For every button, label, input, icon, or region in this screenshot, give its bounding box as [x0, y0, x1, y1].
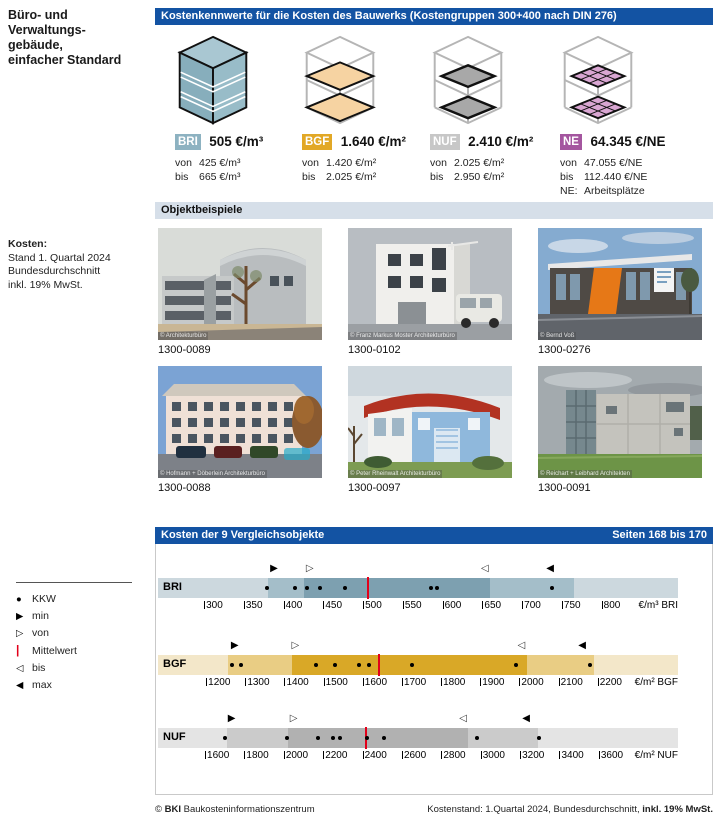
axis-tick: 2400 — [364, 750, 387, 761]
photo-id: 1300-0089 — [158, 344, 211, 356]
min-marker-icon: ▶ — [270, 563, 278, 574]
axis-tick: 400 — [285, 600, 303, 611]
bri-badge: BRI — [175, 134, 201, 150]
scale-label: BRI — [163, 581, 182, 593]
scale-bar — [158, 578, 678, 598]
page-footer — [155, 804, 713, 815]
kkw-dot — [285, 736, 289, 740]
kkw-dot — [410, 663, 414, 667]
unit-grid-cube-icon — [560, 33, 688, 127]
kosten-note-line: inkl. 19% MwSt. — [8, 278, 83, 291]
kennwerte-header-text: Kostenkennwerte für die Kosten des Bauwerks (Kostengruppen 300+400 nach DIN 276) — [161, 10, 617, 22]
scale-markers — [158, 711, 678, 727]
bis-marker-icon: ◁ — [481, 563, 489, 574]
axis-unit-label: €/m² BGF — [634, 677, 678, 688]
axis-tick: 2600 — [403, 750, 427, 761]
axis-tick: 2800 — [443, 750, 466, 761]
axis-tick: 2200 — [325, 750, 348, 761]
red-bar-icon: | — [16, 643, 20, 657]
nuf-range: von 2.025 €/m² bis 2.950 €/m² — [430, 157, 505, 183]
photo-id: 1300-0102 — [348, 344, 401, 356]
kkw-dot — [365, 736, 369, 740]
footer-copyright: © BKI Baukosteninformationszentrum — [155, 804, 315, 815]
max-marker-icon: ◀ — [578, 640, 586, 651]
photo-credit: © Hofmann + Döberlein Architekturbüro — [160, 471, 265, 477]
kennwert-bgf — [302, 33, 430, 184]
dot-icon: ● — [16, 594, 22, 605]
bgf-range: von 1.420 €/m² bis 2.025 €/m² — [302, 157, 377, 183]
bis-marker-icon: ◁ — [517, 640, 526, 651]
max-marker-icon: ◀ — [522, 713, 530, 724]
axis-tick: 650 — [484, 600, 502, 611]
ne-range: von 47.055 €/NE bis 112.440 €/NE NE: Arbeitsplätze — [560, 157, 648, 197]
kkw-dot — [338, 736, 342, 740]
legend-item-von: ▷ von — [16, 625, 136, 642]
photo-card — [348, 366, 512, 494]
axis-tick: 1600 — [364, 677, 388, 688]
bis-marker-icon: ◁ — [459, 713, 467, 724]
kennwert-nuf — [430, 33, 558, 184]
axis-tick: 2000 — [285, 750, 309, 761]
legend-item-bis: ◁ bis — [16, 660, 136, 677]
objektbeispiele-header — [155, 202, 713, 219]
scale-ticks — [158, 600, 678, 615]
max-marker-icon: ◀ — [546, 563, 554, 574]
photo-card — [538, 228, 702, 356]
axis-tick: 1300 — [247, 677, 270, 688]
kosten-note-line: Stand 1. Quartal 2024 — [8, 251, 111, 264]
axis-tick: 750 — [563, 600, 581, 611]
ne-badge: NE — [560, 134, 582, 150]
chart-scale-nuf — [158, 711, 678, 765]
building-photo — [158, 228, 322, 340]
title-line: einfacher Standard — [8, 53, 122, 67]
legend-item-max: ◀ max — [16, 677, 136, 694]
legend-divider — [16, 582, 132, 583]
photo-credit: © Franz Markus Moster Architekturbüro — [350, 333, 455, 339]
axis-tick: 2100 — [560, 677, 583, 688]
scale-bar — [158, 728, 678, 748]
bgf-badge: BGF — [302, 134, 332, 150]
kennwert-ne — [560, 33, 688, 198]
axis-tick: 800 — [603, 600, 621, 611]
chart-header-bar — [155, 527, 713, 544]
min-marker-icon: ▶ — [227, 713, 236, 724]
axis-tick: 300 — [206, 600, 223, 611]
title-line: Verwaltungs- — [8, 23, 86, 37]
photo-id: 1300-0276 — [538, 344, 591, 356]
axis-tick: 3600 — [600, 750, 624, 761]
axis-tick: 1400 — [286, 677, 309, 688]
kosten-note-heading: Kosten: — [8, 238, 48, 250]
axis-tick: 1500 — [325, 677, 348, 688]
axis-unit-label: €/m³ BRI — [638, 600, 678, 611]
chart-scale-bgf — [158, 638, 678, 692]
von-marker-icon: ▷ — [305, 563, 314, 574]
kkw-dot — [265, 586, 269, 590]
axis-tick: 600 — [444, 600, 462, 611]
axis-tick: 1200 — [208, 677, 231, 688]
page-title — [8, 8, 153, 68]
triangle-left-filled-icon: ◀ — [16, 680, 24, 691]
legend-item-mittelwert: | Mittelwert — [16, 643, 77, 657]
chart-legend — [16, 582, 136, 694]
footer-kostenstand: Kostenstand: 1.Quartal 2024, Bundesdurchschnitt, inkl. 19% MwSt. — [427, 804, 713, 815]
axis-unit-label: €/m² NUF — [634, 750, 678, 761]
title-line: Büro- und — [8, 8, 68, 22]
photo-id: 1300-0088 — [158, 482, 211, 494]
kennwert-bri — [175, 33, 303, 184]
axis-tick: 1800 — [443, 677, 466, 688]
mittelwert-line — [367, 577, 369, 599]
photo-credit: © Bernd Voß — [540, 333, 575, 339]
axis-tick: 3400 — [561, 750, 584, 761]
mittelwert-line — [378, 654, 380, 676]
usable-area-cube-icon — [430, 33, 558, 127]
kkw-dot — [293, 586, 297, 590]
axis-tick: 1900 — [482, 677, 505, 688]
axis-tick: 700 — [524, 600, 541, 611]
kkw-dot — [588, 663, 592, 667]
floor-area-cube-icon — [302, 33, 430, 127]
building-photo — [348, 366, 512, 478]
building-photo — [538, 366, 702, 478]
axis-tick: 350 — [245, 600, 263, 611]
triangle-right-open-icon: ▷ — [16, 628, 24, 639]
triangle-right-filled-icon: ▶ — [16, 611, 24, 622]
photo-credit: © Peter Rheinwalt Architekturbüro — [350, 471, 441, 477]
photo-card — [158, 366, 322, 494]
bri-value: 505 €/m³ — [209, 134, 264, 150]
axis-tick: 2200 — [599, 677, 622, 688]
scale-label: NUF — [163, 731, 186, 743]
photo-id: 1300-0091 — [538, 482, 591, 494]
kkw-dot — [223, 736, 227, 740]
von-marker-icon: ▷ — [291, 640, 300, 651]
scale-markers — [158, 561, 678, 577]
kkw-dot — [230, 663, 234, 667]
photo-card — [348, 228, 512, 356]
photo-id: 1300-0097 — [348, 482, 401, 494]
legend-item-kkw: ● KKW — [16, 591, 136, 608]
axis-tick: 550 — [404, 600, 422, 611]
bgf-value: 1.640 €/m² — [340, 134, 407, 150]
building-photo — [538, 228, 702, 340]
kkw-dot — [331, 736, 335, 740]
nuf-badge: NUF — [430, 134, 460, 150]
nuf-value: 2.410 €/m² — [468, 134, 534, 150]
axis-tick: 3200 — [522, 750, 545, 761]
axis-tick: 3000 — [482, 750, 505, 761]
kkw-dot — [343, 586, 347, 590]
chart-title: Kosten der 9 Vergleichsobjekte — [161, 529, 325, 541]
min-marker-icon: ▶ — [230, 640, 239, 651]
scale-bar — [158, 655, 678, 675]
scale-label: BGF — [163, 658, 187, 670]
bri-range: von 425 €/m³ bis 665 €/m³ — [175, 157, 241, 183]
kosten-note — [8, 238, 148, 292]
axis-tick: 450 — [325, 600, 343, 611]
axis-tick: 2000 — [521, 677, 544, 688]
kennwerte-header-bar — [155, 8, 713, 25]
kosten-note-line: Bundesdurchschnitt — [8, 265, 101, 277]
chart-scale-bri — [158, 561, 678, 615]
axis-tick: 1600 — [207, 750, 230, 761]
objektbeispiele-header-text: Objektbeispiele — [161, 204, 243, 216]
title-line: gebäude, — [8, 38, 63, 52]
kkw-dot — [475, 736, 479, 740]
kkw-dot — [429, 586, 433, 590]
triangle-left-open-icon: ◁ — [16, 663, 24, 674]
kkw-dot — [514, 663, 518, 667]
photo-card — [538, 366, 702, 494]
axis-tick: 1800 — [246, 750, 269, 761]
building-photo — [158, 366, 322, 478]
photo-credit: © Architekturbüro — [160, 333, 207, 339]
scale-markers — [158, 638, 678, 654]
kkw-dot — [537, 736, 541, 740]
chart-panel — [155, 544, 713, 795]
legend-item-min: ▶ min — [16, 608, 136, 625]
kkw-dot — [367, 663, 371, 667]
scale-ticks — [158, 677, 678, 692]
axis-tick: 1700 — [403, 677, 427, 688]
von-marker-icon: ▷ — [289, 713, 298, 724]
building-photo — [348, 228, 512, 340]
ne-value: 64.345 €/NE — [590, 134, 666, 150]
axis-tick: 500 — [365, 600, 382, 611]
photo-credit: © Reichart + Leibhard Architekten — [540, 471, 630, 477]
scale-ticks — [158, 750, 678, 765]
kkw-dot — [357, 663, 361, 667]
chart-pages-note: Seiten 168 bis 170 — [612, 529, 707, 541]
volume-cube-icon — [175, 33, 303, 127]
kkw-dot — [314, 663, 318, 667]
photo-card — [158, 228, 322, 356]
